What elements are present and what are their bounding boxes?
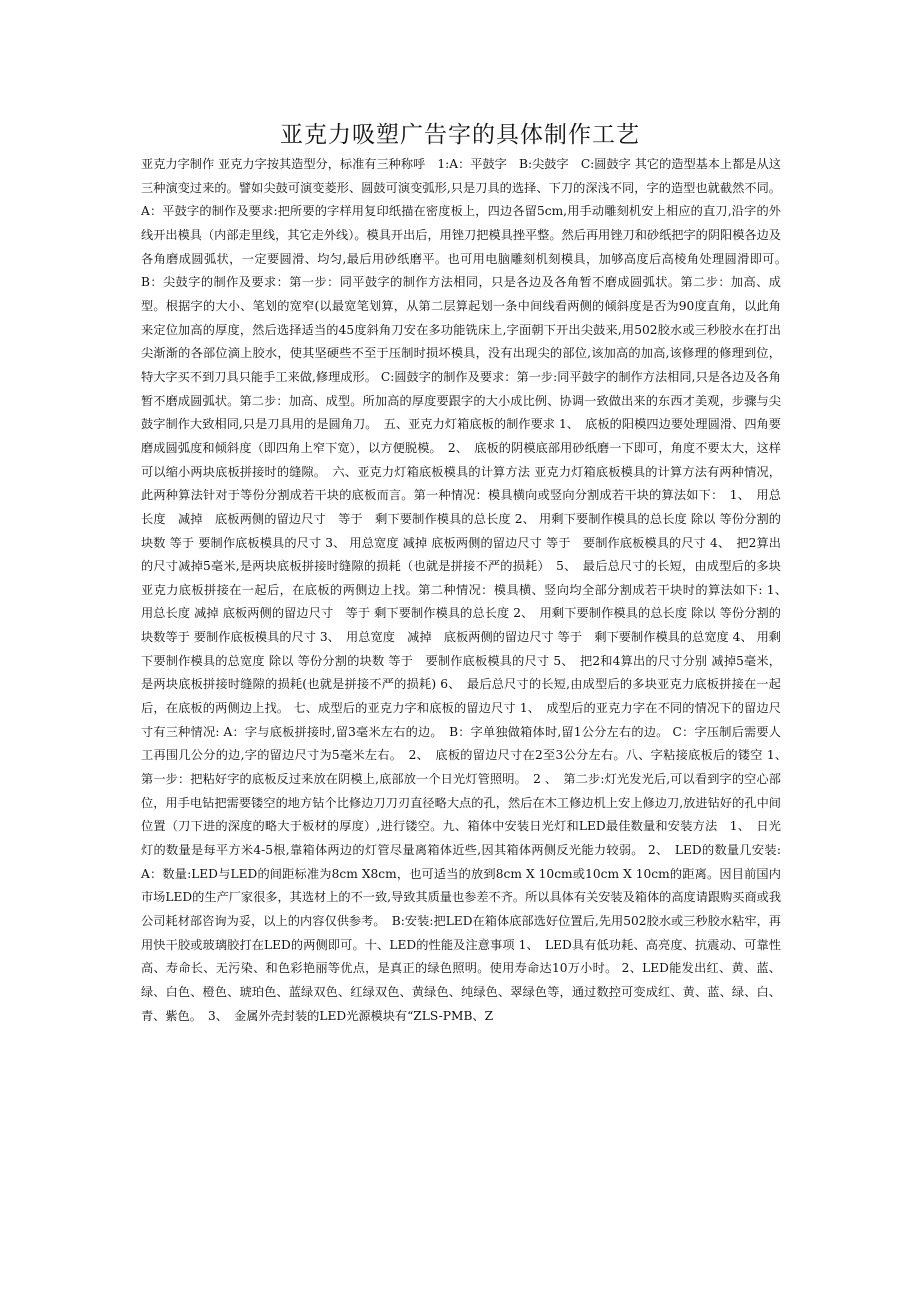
- document-title: 亚克力吸塑广告字的具体制作工艺: [280, 122, 640, 148]
- document-body-text: 亚克力字制作 亚克力字按其造型分，标准有三种称呼 1:A：平鼓字 B:尖鼓字 C:圆鼓字 其它的造型基本上都是从这三种演变过来的。譬如尖鼓可演变菱形、圆鼓可演变弧形,只是刀具的选择、下刀的深浅不同，字的造型也就截然不同。 A：平鼓字的制作及要求:把所要的字样用复印纸描在密度板上，四边各留5cm,用手动雕刻机安上相应的直刀,沿字的外线开出模具（内部走里线，其它走外线）。模具开出后，用锉刀把模具挫平整。然后再用锉刀和砂纸把字的阴阳模各边及各角磨成圆弧状，一定要圆滑、均匀,最后用砂纸磨平。也可用电脑雕刻机刻模具，加够高度后高棱角处理圆滑即可。 B：尖鼓字的制作及要求：第一步：同平鼓字的制作方法相同，只是各边及各角暂不磨成圆弧状。第二步：加高、成型。根据字的大小、笔划的宽窄(以最宽笔划算，从第二层算起划一条中间线看两侧的倾斜度是否为90度直角，以此角来定位加高的厚度，然后选择适当的45度斜角刀安在多功能铣床上,字面朝下开出尖鼓来,用502胶水或三秒胶水在打出尖渐渐的各部位滴上胶水，使其坚硬些不至于压制时损坏模具，没有出现尖的部位,该加高的加高,该修理的修理到位，特大字买不到刀具只能手工来做,修理成形。 C:圆鼓字的制作及要求：第一步:同平鼓字的制作方法相同,只是各边及各角暂不磨成圆弧状。第二步：加高、成型。所加高的厚度要跟字的大小成比例、协调一致做出来的东西才美观，步骤与尖鼓字制作大致相同,只是刀具用的是圆角刀。 五、亚克力灯箱底板的制作要求 1、 底板的阳模四边要处理圆滑、四角要磨成圆弧度和倾斜度（即四角上窄下宽），以方便脱模。 2、 底板的阴模底部用砂纸磨一下即可，角度不要太大，这样可以缩小两块底板拼接时的缝隙。 六、亚克力灯箱底板模具的计算方法 亚克力灯箱底板模具的计算方法有两种情况，此两种算法针对于等份分割成若干块的底板而言。第一种情况：模具横向或竖向分割成若干块的算法如下： 1、 用总长度 减掉 底板两侧的留边尺寸 等于 剩下要制作模具的总长度 2、 用剩下要制作模具的总长度 除以 等份分割的块数 等于 要制作底板模具的尺寸 3、 用总宽度 减掉 底板两侧的留边尺寸 等于 要制作底板模具的尺寸 4、 把2算出的尺寸减掉5毫米,是两块底板拼接时缝隙的损耗（也就是拼接不严的损耗） 5、 最后总尺寸的长短，由成型后的多块亚克力底板拼接在一起后，在底板的两侧边上找。第二种情况：模具横、竖向均全部分割成若干块时的算法如下: 1、 用总长度 减掉 底板两侧的留边尺寸 等于 剩下要制作模具的总长度 2、 用剩下要制作模具的总长度 除以 等份分割的块数等于 要制作底板模具的尺寸 3、 用总宽度 减掉 底板两侧的留边尺寸 等于 剩下要制作模具的总宽度 4、 用剩下要制作模具的总宽度 除以 等份分割的块数 等于 要制作底板模具的尺寸 5、 把2和4算出的尺寸分别 减掉5毫米，是两块底板拼接时缝隙的损耗(也就是拼接不严的损耗) 6、 最后总尺寸的长短,由成型后的多块亚克力底板拼接在一起后，在底板的两侧边上找。 七、成型后的亚克力字和底板的留边尺寸 1、 成型后的亚克力字在不同的情况下的留边尺寸有三种情况: A：字与底板拼接时,留3毫米左右的边。 B：字单独做箱体时,留1公分左右的边。 C：字压制后需要人工再围几公分的边,字的留边尺寸为5毫米左右。 2、 底板的留边尺寸在2至3公分左右。八、字粘接底板后的镂空 1、 第一步：把粘好字的底板反过来放在阴模上,底部放一个日光灯管照明。 2 、 第二步:灯光发光后,可以看到字的空心部位，用手电钻把需要镂空的地方钻个比修边刀刀刃直径略大点的孔，然后在木工修边机上安上修边刀,放进钻好的孔中间位置（刀下进的深度的略大于板材的厚度）,进行镂空。九、箱体中安装日光灯和LED最佳数量和安装方法 1、 日光灯的数量是每平方米4-5根,靠箱体两边的灯管尽量离箱体近些,因其箱体两侧反光能力较弱。 2、 LED的数量几安装: A：数量:LED与LED的间距标准为8cm X8cm，也可适当的放到8cm X 10cm或10cm X 10cm的距离。因目前国内市场LED的生产厂家很多，其选材上的不一致,导致其质量也参差不齐。所以具体有关安装及箱体的高度请跟购买商或我公司耗材部咨询为妥，以上的内容仅供参考。 B:安装:把LED在箱体底部选好位置后,先用502胶水或三秒胶水粘牢，再用快干胶或玻璃胶打在LED的两侧即可。十、LED的性能及注意事项 1、 LED具有低功耗、高亮度、抗震动、可靠性高、寿命长、无污染、和色彩艳丽等优点，是真正的绿色照明。使用寿命达10万小时。 2、LED能发出红、黄、蓝、绿、白色、橙色、琥珀色、蓝绿双色、红绿双色、黄绿色、纯绿色、翠绿色等，通过数控可变成红、黄、蓝、绿、白、青、紫色。 3、 金属外壳封装的LED光源模块有“ZLS-PMB、Z: [141, 157, 794, 1023]
